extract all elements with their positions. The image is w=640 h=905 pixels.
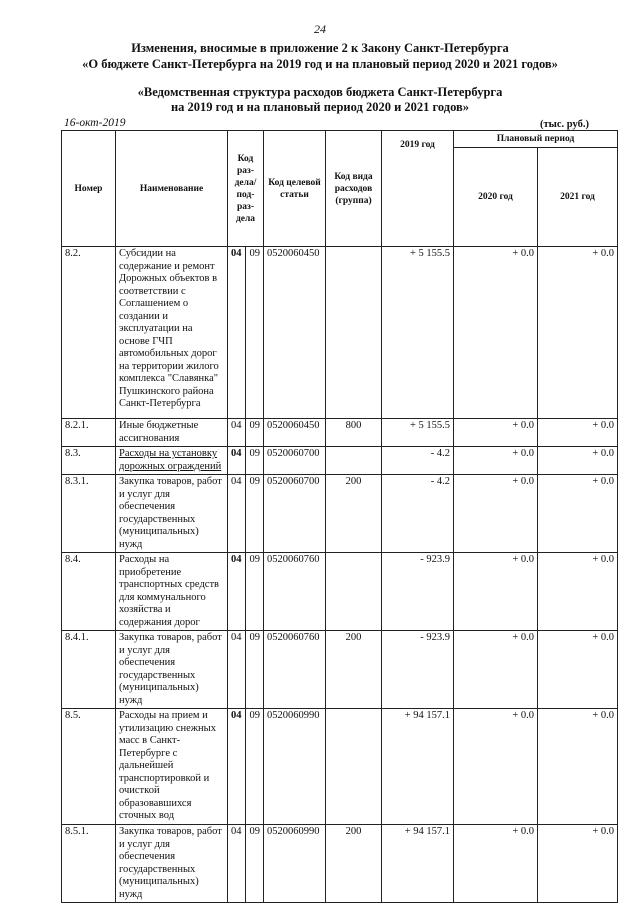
row-number: 8.3.: [62, 447, 116, 475]
table-row: [62, 631, 618, 709]
page-number: 24: [314, 22, 326, 36]
row-target-code: 0520060990: [264, 825, 326, 903]
row-number: 8.4.: [62, 553, 116, 631]
row-section: 04: [228, 447, 246, 475]
table-body: [62, 247, 618, 903]
table-row: [62, 825, 618, 903]
row-subsection: 09: [246, 475, 264, 553]
row-name: Субсидии на содержание и ремонт Дорожных объектов в соответствии с Соглашением о создании и эксплуатации на основе ГЧП автомобильных дорог на территории жилого комплекса "Славянка" Пушкинского района Санкт-Петербурга: [116, 247, 228, 419]
row-target-code: 0520060700: [264, 447, 326, 475]
row-2019-amount: - 923.9: [382, 553, 454, 631]
row-name: Расходы на установку дорожных ограждений: [116, 447, 228, 475]
row-2019-amount: + 5 155.5: [382, 247, 454, 419]
row-section: 04: [228, 709, 246, 825]
row-2021-amount: + 0.0: [538, 553, 618, 631]
row-2020-amount: + 0.0: [454, 553, 538, 631]
row-2020-amount: + 0.0: [454, 247, 538, 419]
units-label: (тыс. руб.): [540, 119, 589, 130]
row-subsection: 09: [246, 447, 264, 475]
row-2019-amount: + 94 157.1: [382, 825, 454, 903]
document-date: 16-окт-2019: [64, 117, 126, 129]
row-2021-amount: + 0.0: [538, 631, 618, 709]
row-2020-amount: + 0.0: [454, 825, 538, 903]
row-number: 8.5.: [62, 709, 116, 825]
header-2020: 2020 год: [454, 148, 538, 247]
document-title: [0, 40, 640, 72]
header-section: Код раз- дела/ под- раз- дела: [228, 131, 264, 247]
row-expense-type: 200: [326, 631, 382, 709]
table-row: [62, 553, 618, 631]
row-name: Закупка товаров, работ и услуг для обеспечения государственных (муниципальных) нужд: [116, 631, 228, 709]
row-target-code: 0520060450: [264, 247, 326, 419]
row-2020-amount: + 0.0: [454, 447, 538, 475]
table-row: [62, 475, 618, 553]
row-2021-amount: + 0.0: [538, 475, 618, 553]
row-2020-amount: + 0.0: [454, 631, 538, 709]
table-row: [62, 447, 618, 475]
row-target-code: 0520060700: [264, 475, 326, 553]
header-2019: 2019 год: [382, 131, 454, 247]
row-number: 8.2.1.: [62, 419, 116, 447]
table-row: [62, 419, 618, 447]
header-planned: Плановый период: [454, 131, 618, 148]
row-expense-type: 200: [326, 825, 382, 903]
header-number: Номер: [62, 131, 116, 247]
row-name: Расходы на прием и утилизацию снежных масс в Санкт-Петербурге с дальнейшей транспортировкой и очисткой образовавшихся сточных вод: [116, 709, 228, 825]
row-section: 04: [228, 631, 246, 709]
row-subsection: 09: [246, 419, 264, 447]
row-2021-amount: + 0.0: [538, 447, 618, 475]
table-row: [62, 709, 618, 825]
row-expense-type: [326, 447, 382, 475]
budget-table: [61, 130, 618, 903]
header-2021: 2021 год: [538, 148, 618, 247]
table-row: [62, 247, 618, 419]
row-expense-type: 200: [326, 475, 382, 553]
row-2019-amount: + 94 157.1: [382, 709, 454, 825]
row-2021-amount: + 0.0: [538, 825, 618, 903]
document-subtitle: [0, 85, 640, 115]
row-target-code: 0520060760: [264, 631, 326, 709]
row-subsection: 09: [246, 631, 264, 709]
row-number: 8.3.1.: [62, 475, 116, 553]
title-line: «О бюджете Санкт-Петербурга на 2019 год и на плановый период 2020 и 2021 годов»: [82, 57, 558, 71]
row-name: Закупка товаров, работ и услуг для обеспечения государственных (муниципальных) нужд: [116, 825, 228, 903]
row-section: 04: [228, 475, 246, 553]
row-2019-amount: + 5 155.5: [382, 419, 454, 447]
row-number: 8.4.1.: [62, 631, 116, 709]
row-section: 04: [228, 419, 246, 447]
row-section: 04: [228, 825, 246, 903]
row-2021-amount: + 0.0: [538, 419, 618, 447]
row-name: Иные бюджетные ассигнования: [116, 419, 228, 447]
row-name: Закупка товаров, работ и услуг для обеспечения государственных (муниципальных) нужд: [116, 475, 228, 553]
row-2021-amount: + 0.0: [538, 709, 618, 825]
header-expense-type: Код вида расходов (группа): [326, 131, 382, 247]
row-expense-type: [326, 553, 382, 631]
header-name: Наименование: [116, 131, 228, 247]
row-name: Расходы на приобретение транспортных средств для коммунального хозяйства и содержания дорог: [116, 553, 228, 631]
row-2021-amount: + 0.0: [538, 247, 618, 419]
row-section: 04: [228, 553, 246, 631]
title-line: Изменения, вносимые в приложение 2 к Закону Санкт-Петербурга: [131, 41, 509, 55]
row-number: 8.5.1.: [62, 825, 116, 903]
row-2019-amount: - 4.2: [382, 447, 454, 475]
row-2019-amount: - 4.2: [382, 475, 454, 553]
row-2020-amount: + 0.0: [454, 419, 538, 447]
row-number: 8.2.: [62, 247, 116, 419]
row-section: 04: [228, 247, 246, 419]
row-target-code: 0520060760: [264, 553, 326, 631]
row-subsection: 09: [246, 709, 264, 825]
row-2020-amount: + 0.0: [454, 709, 538, 825]
row-subsection: 09: [246, 247, 264, 419]
subtitle-line: на 2019 год и на плановый период 2020 и 2021 годов»: [170, 100, 470, 114]
row-expense-type: [326, 247, 382, 419]
row-target-code: 0520060450: [264, 419, 326, 447]
row-2020-amount: + 0.0: [454, 475, 538, 553]
row-subsection: 09: [246, 553, 264, 631]
row-expense-type: [326, 709, 382, 825]
header-target: Код целевой статьи: [264, 131, 326, 247]
row-target-code: 0520060990: [264, 709, 326, 825]
row-subsection: 09: [246, 825, 264, 903]
row-2019-amount: - 923.9: [382, 631, 454, 709]
row-expense-type: 800: [326, 419, 382, 447]
subtitle-line: «Ведомственная структура расходов бюджета Санкт-Петербурга: [137, 85, 503, 99]
